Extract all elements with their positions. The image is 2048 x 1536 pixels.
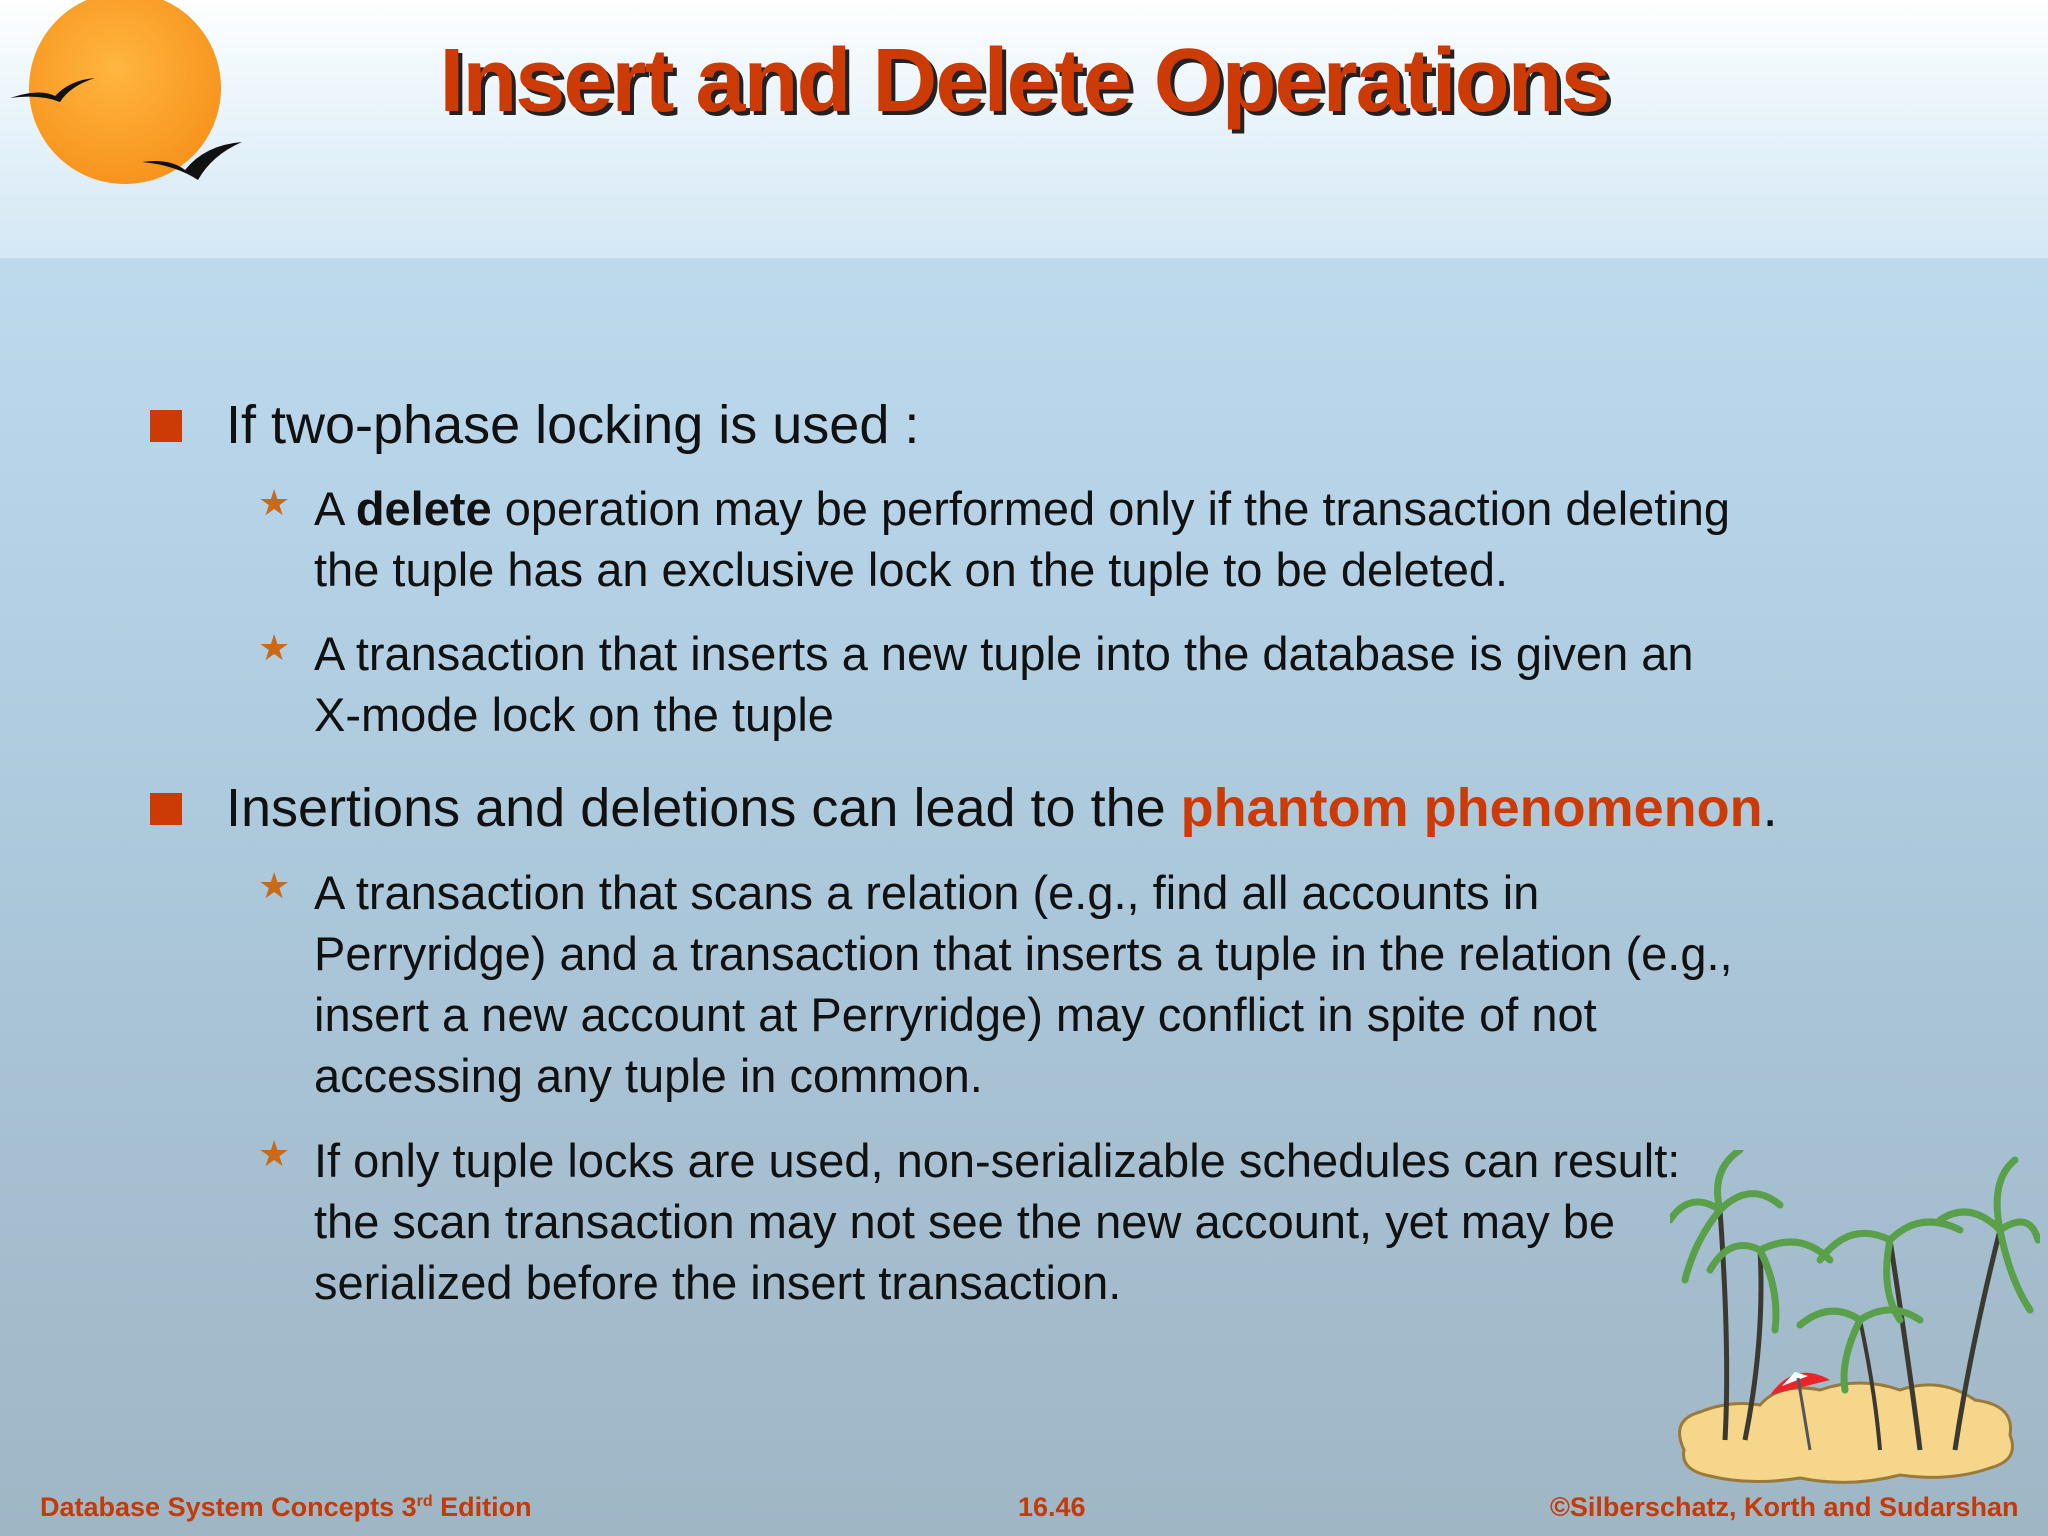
sub-bullet-2-2-line-3: serialized before the insert transaction. xyxy=(314,1256,1122,1309)
sub-bullet-1-2 xyxy=(314,623,1694,745)
delete-keyword: delete xyxy=(355,482,492,535)
bullet-2-pre: Insertions and deletions can lead to the xyxy=(226,778,1181,838)
footer-book-title xyxy=(40,1492,532,1523)
sub-bullet-1-2-line-2: X-mode lock on the tuple xyxy=(314,688,834,741)
footer-left-sup: rd xyxy=(416,1493,433,1510)
sub-bullet-2-2 xyxy=(314,1130,1680,1313)
bullet-1-text: If two-phase locking is used : xyxy=(226,395,920,455)
sub-bullet-2-1-line-3: insert a new account at Perryridge) may conflict in spite of not xyxy=(314,988,1597,1041)
star-bullet-icon: ★ xyxy=(258,1134,291,1175)
footer-copyright: ©Silberschatz, Korth and Sudarshan xyxy=(1550,1492,2019,1522)
phantom-phenomenon-term: phantom phenomenon xyxy=(1180,778,1763,838)
star-bullet-icon: ★ xyxy=(258,866,291,907)
footer-left-text: Database System Concepts 3 xyxy=(40,1492,417,1522)
sub-bullet-1-2-line-1: A transaction that inserts a new tuple into the database is given an xyxy=(314,627,1694,680)
sub-bullet-2-1-line-1: A transaction that scans a relation (e.g., find all accounts in xyxy=(314,866,1540,919)
red-square-bullet-icon xyxy=(150,410,182,442)
sub-bullet-1-1-line-2: the tuple has an exclusive lock on the tuple to be deleted. xyxy=(314,543,1509,596)
sub-bullet-1-1-line-1 xyxy=(314,478,1730,539)
sub-bullet-2-2-line-1: If only tuple locks are used, non-serializable schedules can result: xyxy=(314,1134,1681,1187)
bullet-2-post: . xyxy=(1762,778,1778,838)
sub-bullet-2-2-line-2: the scan transaction may not see the new account, yet may be xyxy=(314,1195,1616,1248)
bullet-2-text xyxy=(226,777,1778,839)
sub-bullet-2-1-line-4: accessing any tuple in common. xyxy=(314,1049,983,1102)
footer-slide-number: 16.46 xyxy=(1018,1492,1086,1522)
sub-bullet-1-1-pre: A xyxy=(314,482,356,535)
star-bullet-icon: ★ xyxy=(258,628,291,669)
footer-left-post: Edition xyxy=(432,1492,532,1522)
slide-title: Insert and Delete Operations xyxy=(439,31,1609,131)
sub-bullet-1-1-post: operation may be performed only if the transaction deleting xyxy=(491,482,1731,535)
palm-island-icon xyxy=(1670,1150,2040,1490)
sub-bullet-2-1-line-2: Perryridge) and a transaction that inserts a tuple in the relation (e.g., xyxy=(314,927,1733,980)
red-square-bullet-icon xyxy=(150,793,182,825)
sub-bullet-1-1 xyxy=(314,478,1730,600)
sub-bullet-2-1 xyxy=(314,862,1733,1106)
star-bullet-icon: ★ xyxy=(258,483,291,524)
